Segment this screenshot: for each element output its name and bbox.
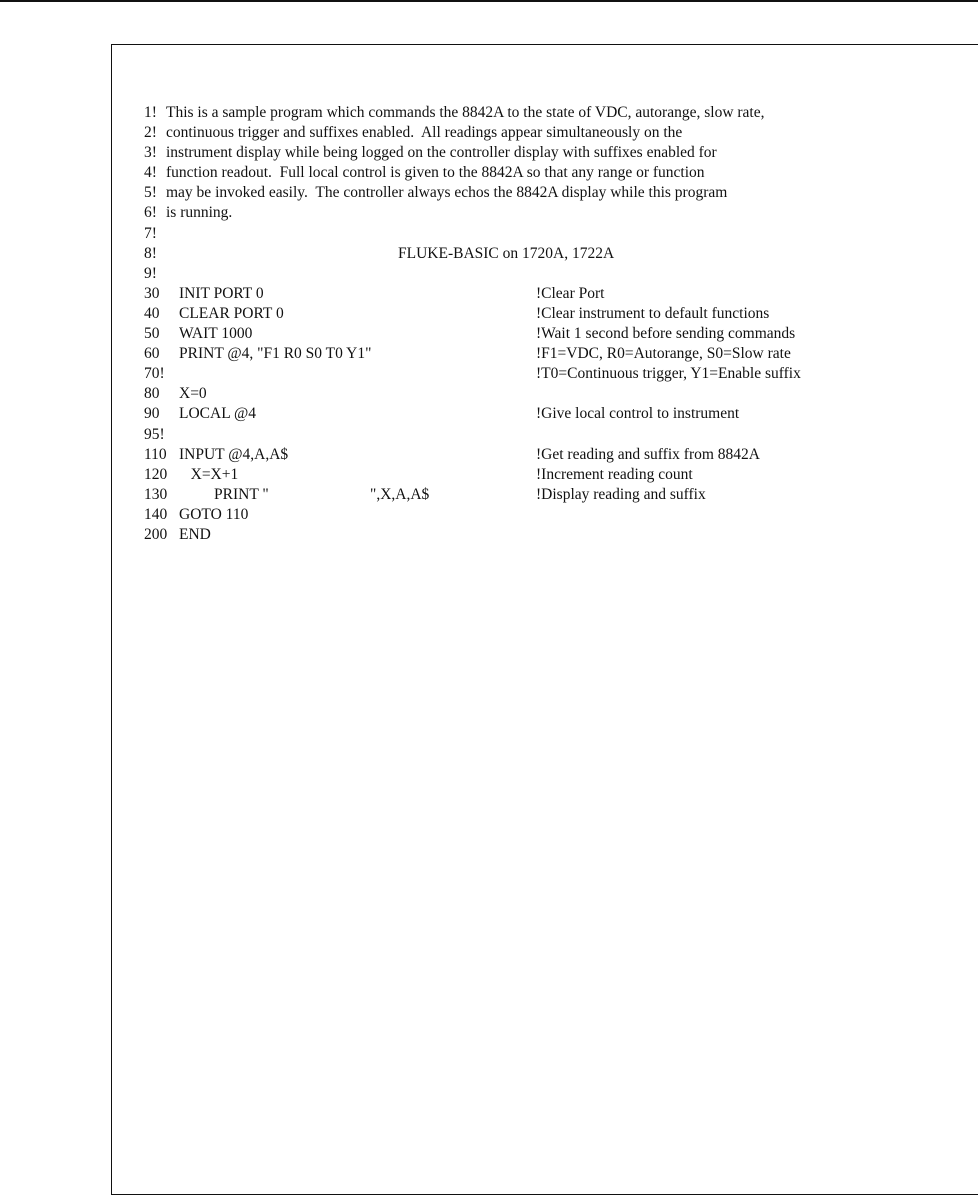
line-number: 4! <box>144 164 157 182</box>
code-line <box>144 505 944 525</box>
comment-line <box>144 103 944 123</box>
statement: WAIT 1000 <box>179 325 253 343</box>
line-number: 7! <box>144 224 157 242</box>
inline-comment: !Give local control to instrument <box>536 405 740 423</box>
line-number: 110 <box>144 445 167 463</box>
code-line <box>144 344 944 364</box>
statement-args: ",X,A,A$ <box>370 485 430 503</box>
comment-line <box>144 143 944 163</box>
comment-text: instrument display while being logged on the controller display with suffixes enabled for <box>166 144 717 162</box>
comment-line <box>144 264 944 284</box>
code-line <box>144 284 944 304</box>
line-number: 80 <box>144 385 160 403</box>
line-number: 3! <box>144 144 157 162</box>
statement: LOCAL @4 <box>179 405 256 423</box>
top-rule <box>0 0 978 2</box>
code-line <box>144 324 944 344</box>
listing-heading: FLUKE-BASIC on 1720A, 1722A <box>398 244 615 262</box>
line-number: 40 <box>144 304 160 322</box>
statement: END <box>179 525 211 543</box>
comment-line <box>144 123 944 143</box>
line-number: 130 <box>144 485 168 503</box>
code-line <box>144 485 944 505</box>
line-number: 2! <box>144 124 157 142</box>
comment-text: function readout. Full local control is given to the 8842A so that any range or function <box>166 164 705 182</box>
comment-line <box>144 183 944 203</box>
heading-line <box>144 244 944 264</box>
statement: INPUT @4,A,A$ <box>179 445 289 463</box>
statement: GOTO 110 <box>179 505 249 523</box>
line-number: 200 <box>144 525 168 543</box>
code-line <box>144 465 944 485</box>
code-line <box>144 364 944 384</box>
inline-comment: !T0=Continuous trigger, Y1=Enable suffix <box>536 365 801 383</box>
line-number: 140 <box>144 505 168 523</box>
inline-comment: !Display reading and suffix <box>536 485 706 503</box>
program-listing <box>144 103 944 545</box>
line-number: 5! <box>144 184 157 202</box>
code-line <box>144 425 944 445</box>
line-number: 90 <box>144 405 160 423</box>
comment-text: is running. <box>166 204 233 222</box>
line-number: 9! <box>144 264 157 282</box>
statement: X=0 <box>179 385 207 403</box>
statement: X=X+1 <box>179 465 239 483</box>
code-line <box>144 304 944 324</box>
line-number: 50 <box>144 325 160 343</box>
statement: INIT PORT 0 <box>179 284 264 302</box>
code-line <box>144 525 944 545</box>
comment-text: may be invoked easily. The controller always echos the 8842A display while this program <box>166 184 728 202</box>
comment-text: continuous trigger and suffixes enabled. All readings appear simultaneously on the <box>166 124 683 142</box>
statement: CLEAR PORT 0 <box>179 304 284 322</box>
statement: PRINT @4, "F1 R0 S0 T0 Y1" <box>179 345 372 363</box>
inline-comment: !Increment reading count <box>536 465 693 483</box>
code-line <box>144 445 944 465</box>
line-number: 1! <box>144 104 157 121</box>
inline-comment: !Clear instrument to default functions <box>536 304 770 322</box>
inline-comment: !Clear Port <box>536 284 605 302</box>
inline-comment: !F1=VDC, R0=Autorange, S0=Slow rate <box>536 345 791 363</box>
comment-line <box>144 224 944 244</box>
line-number: 70! <box>144 365 165 383</box>
inline-comment: !Wait 1 second before sending commands <box>536 325 796 343</box>
comment-text: This is a sample program which commands the 8842A to the state of VDC, autorange, slow rate, <box>166 104 765 121</box>
code-line <box>144 384 944 404</box>
comment-line <box>144 163 944 183</box>
statement: PRINT " <box>214 485 269 503</box>
line-number: 30 <box>144 284 160 302</box>
line-number: 60 <box>144 345 160 363</box>
line-number: 8! <box>144 244 157 262</box>
code-line <box>144 404 944 424</box>
line-number: 120 <box>144 465 168 483</box>
comment-line <box>144 203 944 223</box>
line-number: 95! <box>144 425 165 443</box>
line-number: 6! <box>144 204 157 222</box>
inline-comment: !Get reading and suffix from 8842A <box>536 445 760 463</box>
